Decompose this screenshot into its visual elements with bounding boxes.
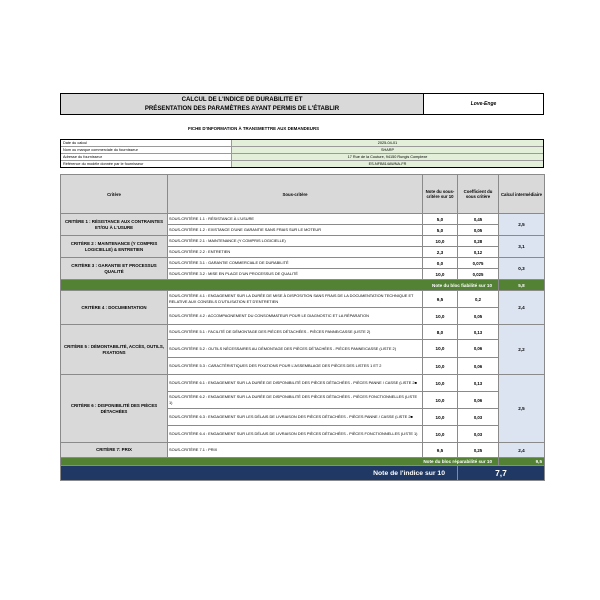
sub-criterion-label: SOUS-CRITÈRE 5.2 : OUTILS NÉCESSAIRES AU DÉMONTAGE DES PIÈCES DÉTACHÉES - PIÈCES PANNE/CASSE (LISTE 2) xyxy=(168,340,423,358)
info-row-reference xyxy=(61,161,543,167)
sub-criterion-coef: 0,06 xyxy=(458,358,499,375)
criterion-label: CRITÈRE 5 : DÉMONTABILITÉ, ACCÈS, OUTILS, FIXATIONS xyxy=(61,325,168,375)
sub-criterion-coef: 0,06 xyxy=(458,392,499,409)
sub-criterion-coef: 0,25 xyxy=(458,443,499,458)
bloc-reparabilite-value: 9,5 xyxy=(499,458,545,466)
sub-criterion-coef: 0,05 xyxy=(458,308,499,325)
info-label: Nom ou marque commerciale du fournisseur xyxy=(61,147,232,153)
sub-criterion-note: 2,3 xyxy=(423,247,458,258)
sub-criterion-note: 10,0 xyxy=(423,236,458,247)
sub-criterion-coef: 0,13 xyxy=(458,325,499,340)
sub-criterion-note: 5,0 xyxy=(423,214,458,225)
sub-criterion-label: SOUS-CRITÈRE 6.3 : ENGAGEMENT SUR LES DÉLAIS DE LIVRAISON DES PIÈCES DÉTACHÉES - PIÈCES PANNE / CASSE (LISTE 2■ xyxy=(168,409,423,426)
criterion-calc: 2,5 xyxy=(499,375,545,443)
table-row xyxy=(61,325,545,340)
sub-criterion-coef: 0,12 xyxy=(458,247,499,258)
criterion-calc: 2,4 xyxy=(499,443,545,458)
sub-criterion-label: SOUS-CRITÈRE 4.1 : ENGAGEMENT SUR LA DURÉE DE MISE À DISPOSITION SANS FRAIS DE LA DOCUMENTATION TECHNIQUE ET RELATIVE AUX CONSEILS D'UTILISATION ET D'ENTRETIEN xyxy=(168,291,423,308)
criterion-calc: 2,2 xyxy=(499,325,545,375)
info-row-date xyxy=(61,140,543,147)
sub-criterion-coef: 0,13 xyxy=(458,375,499,392)
info-value: 17 Rue de la Couture, 94150 Rungis Complexe xyxy=(232,154,543,160)
criterion-calc: 2,4 xyxy=(499,291,545,325)
sub-criterion-label: SOUS-CRITÈRE 1.2 : EXISTANCE D'UNE GARANTIE SANS FRAIS SUR LE MOTEUR xyxy=(168,225,423,236)
bloc-fiabilite-row xyxy=(61,280,545,291)
criterion-calc: 3,1 xyxy=(499,236,545,258)
sub-criterion-note: 9,5 xyxy=(423,291,458,308)
sub-criterion-coef: 0,06 xyxy=(458,340,499,358)
criterion-calc: 2,5 xyxy=(499,214,545,236)
final-score-value: 7,7 xyxy=(458,466,545,481)
info-value: 2025-04-01 xyxy=(232,140,543,146)
criterion-label: CRITÈRE 2 : MAINTENANCE (Y COMPRIS LOGICIELLE) & ENTRETIEN xyxy=(61,236,168,258)
table-header-row xyxy=(61,175,545,214)
bloc-reparabilite-label: Note du bloc réparabilité sur 10 xyxy=(61,458,499,466)
col-header-note: Note du sous-critère sur 10 xyxy=(423,175,458,214)
sub-criterion-note: 10,0 xyxy=(423,269,458,280)
sub-criterion-label: SOUS-CRITÈRE 4.2 : ACCOMPAGNEMENT DU CONSOMMATEUR POUR LE DIAGNOSTIC ET LA RÉPARATION xyxy=(168,308,423,325)
criterion-label: CRITÈRE 3 : GARANTIE ET PROCESSUS QUALITÉ xyxy=(61,258,168,280)
col-header-coef: Coefficient du sous critère xyxy=(458,175,499,214)
sub-criterion-note: 8,0 xyxy=(423,325,458,340)
info-row-address xyxy=(61,154,543,161)
info-label: Référence du modèle donnée par le fournisseur xyxy=(61,161,232,167)
sub-criterion-note: 10,0 xyxy=(423,358,458,375)
criterion-label: CRITÈRE 7: PRIX xyxy=(61,443,168,458)
info-value: ES-NFB814AWNA-FR xyxy=(232,161,543,167)
sheet-title-line2: PRÉSENTATION DES PARAMÈTRES AYANT PERMIS DE L'ÉTABLIR xyxy=(144,105,340,112)
sub-criterion-label: SOUS-CRITÈRE 7.1 : PRIX xyxy=(168,443,423,458)
sub-criterion-note: 10,0 xyxy=(423,375,458,392)
sheet-header xyxy=(60,93,544,115)
sub-criterion-label: SOUS-CRITÈRE 6.4 : ENGAGEMENT SUR LES DÉLAIS DE LIVRAISON DES PIÈCES DÉTACHÉES - PIÈCES FONCTIONNELLES (LISTE 1) xyxy=(168,426,423,443)
sub-criterion-label: SOUS-CRITÈRE 2.1 : MAINTENANCE (Y COMPRIS LOGICIELLE) xyxy=(168,236,423,247)
info-value: SHARP xyxy=(232,147,543,153)
sub-criterion-note: 10,0 xyxy=(423,426,458,443)
durability-sheet xyxy=(60,93,544,481)
sub-criterion-coef: 0,45 xyxy=(458,214,499,225)
table-row xyxy=(61,291,545,308)
sub-criterion-coef: 0,075 xyxy=(458,258,499,269)
supplier-info-table xyxy=(60,139,544,168)
sub-criterion-label: SOUS-CRITÈRE 5.1 : FACILITÉ DE DÉMONTAGE DES PIÈCES DÉTACHÉES - PIÈCES PANNE/CASSE (LISTE 2) xyxy=(168,325,423,340)
bloc-fiabilite-value: 5,8 xyxy=(499,280,545,291)
sheet-title-line1: CALCUL DE L'INDICE DE DURABILITE ET xyxy=(181,96,303,103)
table-row xyxy=(61,375,545,392)
table-row xyxy=(61,214,545,225)
criterion-label: CRITÈRE 6 : DISPONIBILITÉ DES PIÈCES DÉTACHÉES xyxy=(61,375,168,443)
sub-criterion-note: 10,0 xyxy=(423,409,458,426)
table-row xyxy=(61,443,545,458)
sub-criterion-coef: 0,03 xyxy=(458,426,499,443)
sub-criterion-note: 0,0 xyxy=(423,258,458,269)
table-row xyxy=(61,258,545,269)
sheet-title xyxy=(61,94,424,114)
info-label: Adresse du fournisseur xyxy=(61,154,232,160)
bloc-fiabilite-label: Note du bloc fiabilité sur 10 xyxy=(61,280,499,291)
col-header-critere: Critère xyxy=(61,175,168,214)
sub-criterion-label: SOUS-CRITÈRE 3.1 : GARANTIE COMMERCIALE DE DURABILITÉ xyxy=(168,258,423,269)
col-header-sous-critere: Sous-critère xyxy=(168,175,423,214)
sub-criterion-coef: 0,28 xyxy=(458,236,499,247)
brand-name: Love-Enge xyxy=(470,101,497,107)
final-score-label: Note de l'indice sur 10 xyxy=(61,466,458,481)
col-header-calc: Calcul intermédiaire xyxy=(499,175,545,214)
table-row xyxy=(61,236,545,247)
final-score-row xyxy=(61,466,545,481)
sub-criterion-label: SOUS-CRITÈRE 3.2 : MISE EN PLACE D'UN PROCESSUS DE QUALITÉ xyxy=(168,269,423,280)
sub-criterion-note: 10,0 xyxy=(423,392,458,409)
sub-criterion-note: 10,0 xyxy=(423,340,458,358)
info-label: Date du calcul xyxy=(61,140,232,146)
criteria-table xyxy=(60,174,545,481)
sub-criterion-coef: 0,025 xyxy=(458,269,499,280)
sub-criterion-note: 9,5 xyxy=(423,443,458,458)
info-row-brand xyxy=(61,147,543,154)
sub-criterion-label: SOUS-CRITÈRE 1.1 : RÉSISTANCE À L'USURE xyxy=(168,214,423,225)
criterion-label: CRITÈRE 4 : DOCUMENTATION xyxy=(61,291,168,325)
sub-criterion-coef: 0,05 xyxy=(458,225,499,236)
sub-criterion-coef: 0,2 xyxy=(458,291,499,308)
sub-criterion-coef: 0,03 xyxy=(458,409,499,426)
sub-criterion-label: SOUS-CRITÈRE 2.2 : ENTRETIEN xyxy=(168,247,423,258)
sub-criterion-note: 10,0 xyxy=(423,308,458,325)
sub-criterion-label: SOUS-CRITÈRE 5.3 : CARACTÉRISTIQUES DES FIXATIONS POUR L'ASSEMBLAGE DES PIÈCES DES LISTES 1 ET 2 xyxy=(168,358,423,375)
sub-criterion-note: 5,0 xyxy=(423,225,458,236)
bloc-reparabilite-row xyxy=(61,458,545,466)
fiche-heading: FICHE D'INFORMATION À TRANSMETTRE AUX DEMANDEURS xyxy=(188,126,320,131)
criterion-calc: 0,3 xyxy=(499,258,545,280)
sub-criterion-label: SOUS-CRITÈRE 6.2 : ENGAGEMENT SUR LA DURÉE DE DISPONIBILITÉ DES PIÈCES DÉTACHÉES - PIÈCES FONCTIONNELLES (LISTE 1) xyxy=(168,392,423,409)
criterion-label: CRITÈRE 1 : RÉSISTANCE AUX CONTRAINTES ET/OU À L'USURE xyxy=(61,214,168,236)
sub-criterion-label: SOUS-CRITÈRE 6.1 : ENGAGEMENT SUR LA DURÉE DE DISPONIBILITÉ DES PIÈCES DÉTACHÉES - PIÈCES PANNE / CASSE (LISTE 2■ xyxy=(168,375,423,392)
